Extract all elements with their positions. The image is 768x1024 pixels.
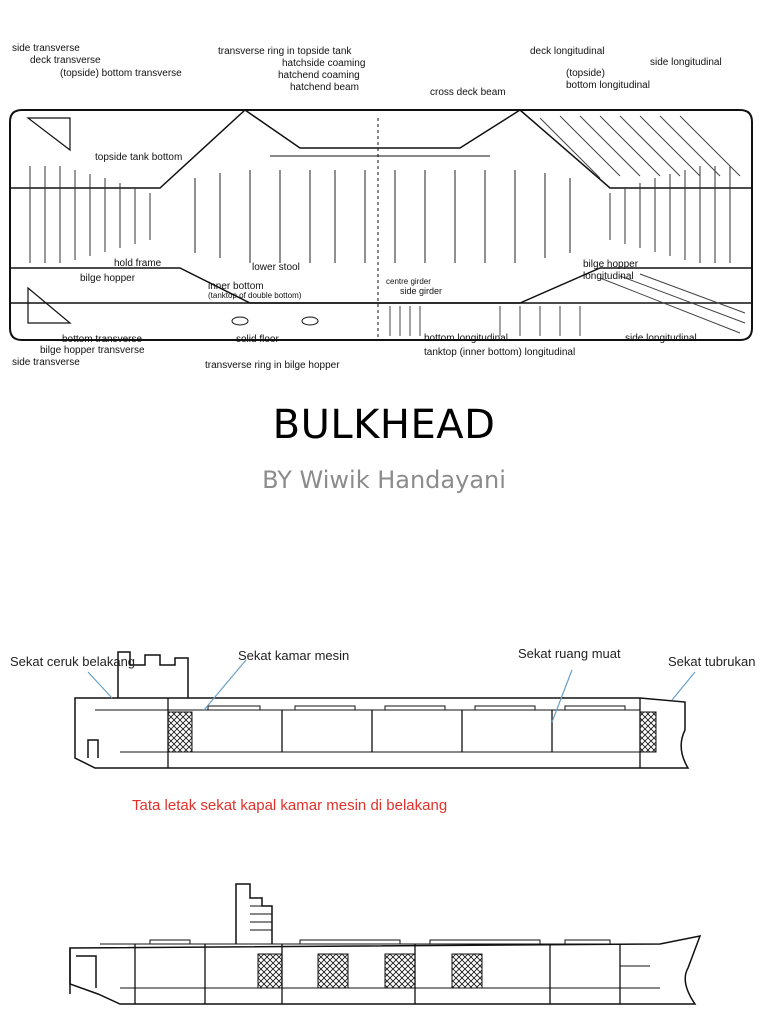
label-hatchend-beam: hatchend beam: [290, 82, 359, 93]
label-bottom-longitudinal: bottom longitudinal: [424, 333, 508, 344]
label-side-transverse-top: side transverse: [12, 43, 80, 54]
label-topside-bottom-transverse: (topside) bottom transverse: [60, 68, 182, 79]
label-centre-girder: centre girder: [386, 277, 431, 286]
page-title: BULKHEAD: [272, 402, 496, 448]
label-solid-floor: solid floor: [236, 334, 279, 345]
label-inner-bottom: inner bottom: [208, 281, 264, 292]
label-transverse-ring-bilge: transverse ring in bilge hopper: [205, 360, 340, 371]
bulk-carrier-cross-section-diagram: [0, 38, 768, 374]
label-topside: (topside): [566, 68, 605, 79]
ship-profile-diagram-2: [0, 876, 768, 1024]
label-bilge-hopper-longitudinal: longitudinal: [583, 271, 634, 282]
label-lower-stool: lower stool: [252, 262, 300, 273]
label-side-transverse-bottom: side transverse: [12, 357, 80, 368]
label-tanktop-inner-bottom-longitudinal: tanktop (inner bottom) longitudinal: [424, 347, 576, 358]
label-aft-peak-bulkhead: Sekat ceruk belakang: [10, 654, 136, 669]
label-engine-room-bulkhead: Sekat kamar mesin: [238, 648, 350, 663]
label-bilge-hopper: bilge hopper: [80, 273, 136, 284]
label-cross-deck-beam: cross deck beam: [430, 87, 506, 98]
label-bottom-longitudinal-top: bottom longitudinal: [566, 80, 650, 91]
label-hatchend-coaming: hatchend coaming: [278, 70, 360, 81]
label-side-girder: side girder: [400, 286, 443, 296]
label-cargo-hold-bulkhead: Sekat ruang muat: [518, 646, 621, 661]
label-side-longitudinal-bottom: side longitudinal: [625, 333, 697, 344]
label-collision-bulkhead: Sekat tubrukan: [668, 654, 756, 669]
ship-profile-diagram-1: [0, 630, 768, 820]
label-topside-tank-bottom: topside tank bottom: [95, 152, 183, 163]
label-deck-transverse: deck transverse: [30, 55, 101, 66]
label-hold-frame: hold frame: [114, 258, 162, 269]
label-side-longitudinal-top: side longitudinal: [650, 57, 722, 68]
ship-profile-caption: Tata letak sekat kapal kamar mesin di belakang: [132, 797, 448, 814]
label-transverse-ring-topside: transverse ring in topside tank: [218, 46, 352, 57]
label-bilge-hopper-right: bilge hopper: [583, 259, 639, 270]
label-hatchside-coaming: hatchside coaming: [282, 58, 366, 69]
label-bilge-hopper-transverse: bilge hopper transverse: [40, 345, 145, 356]
label-tanktop-double-bottom: (tanktop of double bottom): [208, 291, 302, 300]
label-bottom-transverse: bottom transverse: [62, 334, 143, 345]
label-deck-longitudinal: deck longitudinal: [530, 46, 605, 57]
page-subtitle: BY Wiwik Handayani: [262, 466, 506, 494]
